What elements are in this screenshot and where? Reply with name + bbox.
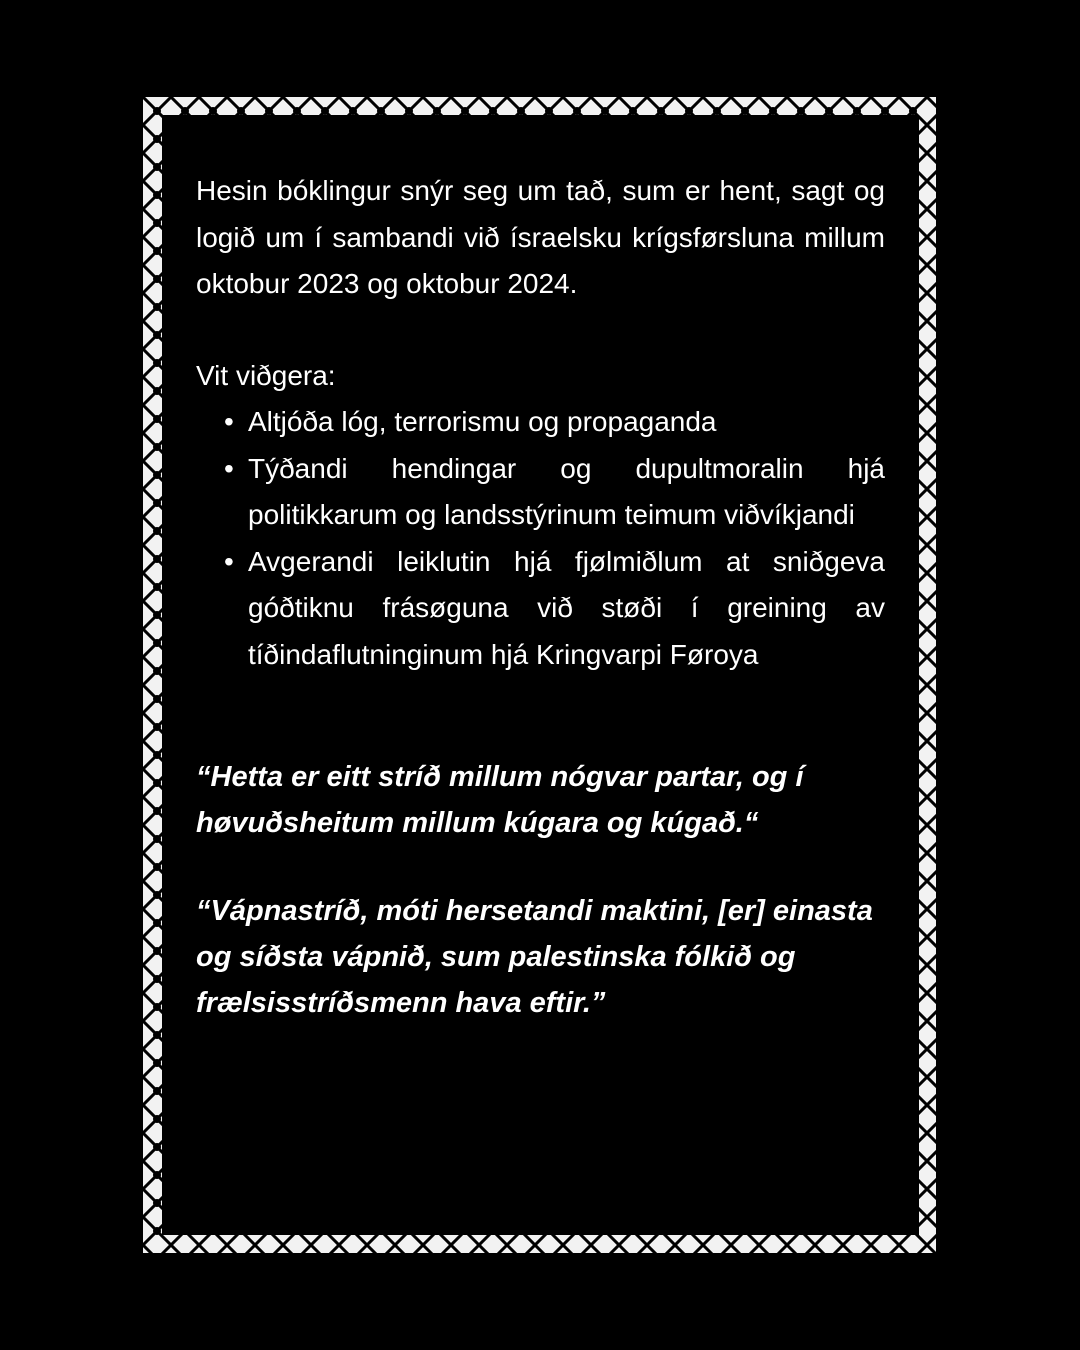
- bullet-dot-icon: •: [224, 545, 234, 577]
- list-item: [196, 446, 885, 539]
- bullet-dot-icon: •: [224, 452, 234, 484]
- list-item: [196, 539, 885, 679]
- quote-2: “Vápnastríð, móti hersetandi maktini, [er] einasta og síðsta vápnið, sum palestinska fólkið og frælsisstríðsmenn hava eftir.”: [196, 895, 873, 1019]
- list-item-text: Altjóða lóg, terrorismu og propaganda: [248, 406, 717, 437]
- list-item: [196, 399, 885, 446]
- topics-list: [196, 399, 885, 678]
- list-item-text: Avgerandi leiklutin hjá fjølmiðlum at sniðgeva góðtiknu frásøguna við støði í greining av tíðindaflutninginum hjá Kringvarpi Føroya: [248, 545, 885, 670]
- intro-paragraph: Hesin bóklingur snýr seg um tað, sum er hent, sagt og logið um í sambandi við ísraelsku krígsførsluna millum oktobur 2023 og oktobur 2024.: [196, 175, 885, 299]
- bullet-dot-icon: •: [224, 406, 234, 437]
- topics-lead: Vit viðgera:: [196, 359, 336, 391]
- list-item-text: Týðandi hendingar og dupultmoralin hjá politikkarum og landsstýrinum teimum viðvíkjandi: [248, 452, 885, 530]
- quote-1: “Hetta er eitt stríð millum nógvar partar, og í høvuðsheitum millum kúgara og kúgað.“: [196, 761, 804, 839]
- booklet-text: [196, 168, 885, 1026]
